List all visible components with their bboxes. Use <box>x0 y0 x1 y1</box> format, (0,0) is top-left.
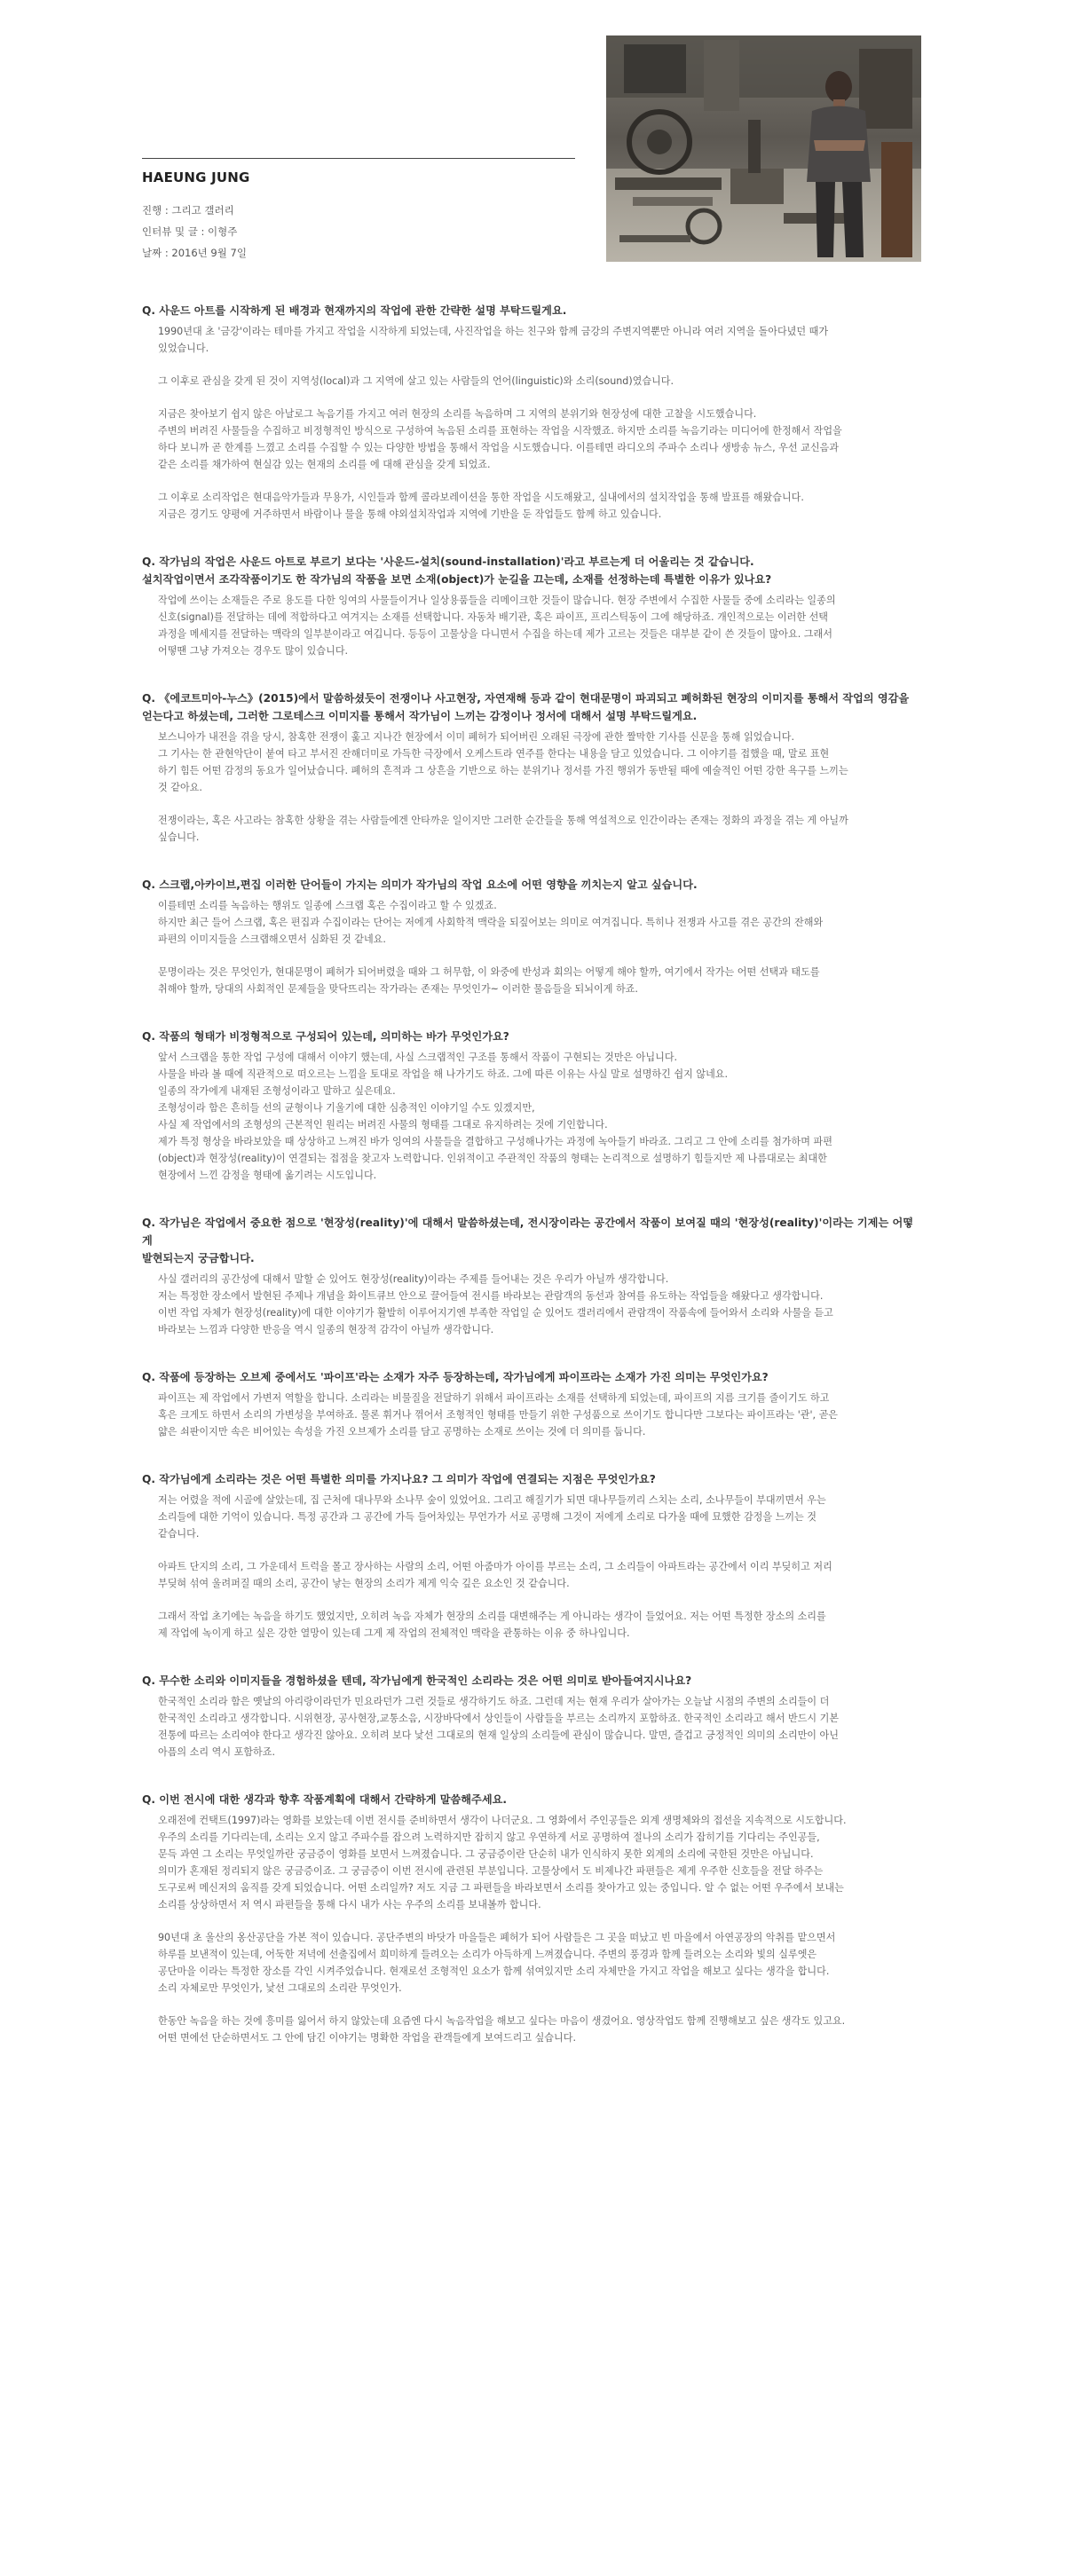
answer-paragraph <box>158 1929 923 1997</box>
answer-text <box>158 592 923 659</box>
answer-line: 어떤 면에선 단순하면서도 그 안에 담긴 이야기는 명확한 작업을 관객들에게 보여드리고 싶습니다. <box>158 2032 576 2044</box>
answer-line: 저는 특정한 장소에서 발현된 주제나 개념을 화이트큐브 안으로 끌어들여 전시를 바라보는 관람객의 동선과 참여를 유도하는 작업들을 해왔다고 생각합니다. <box>158 1290 824 1302</box>
answer-paragraph <box>158 812 923 846</box>
answer-paragraph <box>158 323 923 357</box>
answer-line: (object)과 현장성(reality)이 연결되는 접점을 찾고자 노력합니다. 인위적이고 주관적인 작품의 형태는 논리적으로 설명하기 힘들지만 제 나름대로는 최대한 <box>158 1153 827 1164</box>
answer-line: 아픔의 소리 역시 포함하죠. <box>158 1746 275 1758</box>
answer-text <box>158 729 923 846</box>
question-line: Q. 사운드 아트를 시작하게 된 배경과 현재까지의 작업에 관한 간략한 설명 부탁드릴게요. <box>142 304 567 317</box>
answer-line: 파편의 이미지들을 스크랩해오면서 심화된 것 같네요. <box>158 934 386 945</box>
answer-paragraph <box>158 1049 923 1184</box>
answer-paragraph <box>158 2013 923 2046</box>
meta-host: 진행 : 그리고 갤러리 <box>142 204 234 217</box>
answer-paragraph <box>158 406 923 473</box>
question-line: 얻는다고 하셨는데, 그러한 그로테스크 이미지를 통해서 작가님이 느끼는 감정이나 정서에 대해서 설명 부탁드릴게요. <box>142 710 698 722</box>
qa-block <box>142 1791 923 2046</box>
answer-line: 같습니다. <box>158 1528 200 1540</box>
answer-line: 있었습니다. <box>158 343 209 354</box>
answer-line: 작업에 쓰이는 소재들은 주로 용도를 다한 잉여의 사물들이거나 일상용품들을 리메이크한 것들이 많습니다. 현장 주변에서 수집한 사물들 중에 소리라는 일종의 <box>158 595 836 606</box>
question-heading <box>142 1791 923 1808</box>
answer-line: 것 같아요. <box>158 782 202 793</box>
answer-line: 그 이후로 관심을 갖게 된 것이 지역성(local)과 그 지역에 살고 있는 사람들의 언어(linguistic)와 소리(sound)였습니다. <box>158 375 674 387</box>
answer-line: 얇은 쇠판이지만 속은 비어있는 속성을 가진 오브제가 소리를 담고 공명하는 소재로 쓰이는 것에 더 의미를 둡니다. <box>158 1426 646 1438</box>
answer-line: 제 작업에 녹이게 하고 싶은 강한 열망이 있는데 그게 제 작업의 전체적인 맥락을 관통하는 이유 중 하나입니다. <box>158 1627 630 1639</box>
answer-line: 제가 특정 형상을 바라보았을 때 상상하고 느껴진 바가 잉여의 사물들을 결합하고 구성해나가는 과정에 녹아들기 바라죠. 그리고 그 안에 소리를 첨가하며 파편 <box>158 1136 832 1147</box>
answer-line: 주변의 버려진 사물들을 수집하고 비정형적인 방식으로 구성하여 녹음된 소리를 표현하는 작업을 시작했죠. 하지만 소리를 녹음기라는 미디어에 한정해서 작업을 <box>158 425 842 437</box>
question-heading <box>142 1470 923 1488</box>
header-divider <box>142 158 575 159</box>
answer-line: 의미가 혼재된 정리되지 않은 궁금증이죠. 그 궁금증이 이번 전시에 관련된 부분입니다. 고물상에서 도 비제나간 파편들은 제게 우주한 신호들을 전달 하주는 <box>158 1865 824 1877</box>
answer-line: 도구로써 메신저의 움직를 갖게 되었습니다. 어떤 소리일까? 저도 지금 그 파편들을 바라보면서 소리를 찾아가고 있는 중입니다. 알 수 없는 어떤 우주에서 보내는 <box>158 1882 844 1894</box>
question-heading <box>142 876 923 894</box>
answer-paragraph <box>158 964 923 997</box>
question-line: Q. 작품에 등장하는 오브제 중에서도 '파이프'라는 소재가 자주 등장하는데, 작가님에게 파이프라는 소재가 가진 의미는 무엇인가요? <box>142 1371 769 1383</box>
answer-line: 소리를 상상하면서 저 역시 파편들을 통해 다시 내가 사는 우주의 소리를 보내볼까 합니다. <box>158 1899 541 1910</box>
question-line: Q. 《에코트미아-누스》(2015)에서 말씀하셨듯이 전쟁이나 사고현장, 자연재해 등과 같이 현대문명이 파괴되고 폐허화된 현장의 이미지를 통해서 작업의 영감을 <box>142 692 910 705</box>
answer-line: 사실 제 작업에서의 조형성의 근본적인 원리는 버려진 사물의 형태를 그대로 유지하려는 것에 기인합니다. <box>158 1119 608 1130</box>
answer-text <box>158 1812 923 2046</box>
qa-block <box>142 1470 923 1642</box>
answer-paragraph <box>158 1271 923 1338</box>
answer-line: 보스니아가 내전을 겪을 당시, 참혹한 전쟁이 훑고 지나간 현장에서 이미 폐허가 되어버린 오래된 극장에 관한 짤막한 기사를 신문을 통해 읽었습니다. <box>158 731 795 743</box>
qa-block <box>142 689 923 846</box>
answer-text <box>158 1492 923 1642</box>
answer-line: 사실 갤러리의 공간성에 대해서 말할 순 있어도 현장성(reality)이라는 주제를 들어내는 것은 우리가 아닐까 생각합니다. <box>158 1273 669 1285</box>
answer-line: 그 이후로 소리작업은 현대음악가들과 무용가, 시인들과 함께 콜라보레이션을 통한 작업을 시도해왔고, 실내에서의 설치작업을 통해 발표를 해왔습니다. <box>158 492 804 503</box>
question-line: Q. 무수한 소리와 이미지들을 경험하셨을 텐데, 작가님에게 한국적인 소리라는 것은 어떤 의미로 받아들여지시나요? <box>142 1674 692 1687</box>
answer-line: 전쟁이라는, 혹은 사고라는 참혹한 상황을 겪는 사람들에겐 안타까운 일이지만 그러한 순간들을 통해 역설적으로 인간이라는 존재는 정화의 과정을 겪는 게 아닐까 <box>158 815 848 826</box>
answer-line: 바라보는 느낌과 다양한 반응을 역시 일종의 현장적 감각이 아닐까 생각합니다. <box>158 1324 494 1335</box>
question-heading <box>142 302 923 319</box>
answer-text <box>158 1049 923 1184</box>
answer-paragraph <box>158 373 923 390</box>
answer-line: 한국적인 소리라고 생각합니다. 시위현장, 공사현장,교통소음, 시장바닥에서 상인들이 사람들을 부르는 소리까지 포함하죠. 한국적인 소리라고 해서 반드시 기본 <box>158 1713 840 1724</box>
answer-paragraph <box>158 489 923 523</box>
answer-paragraph <box>158 1558 923 1592</box>
question-line: Q. 작가님의 작업은 사운드 아트로 부르기 보다는 '사운드-설치(sound-installation)'라고 부르는게 더 어울리는 것 같습니다. <box>142 555 754 568</box>
answer-line: 오래전에 컨택트(1997)라는 영화를 보았는데 이번 전시를 준비하면서 생각이 나더군요. 그 영화에서 주인공들은 외계 생명체와의 접선을 지속적으로 시도합니다. <box>158 1815 847 1826</box>
answer-line: 이번 작업 자체가 현장성(reality)에 대한 이야기가 활발히 이루어지기엔 부족한 작업일 순 있어도 갤러리에서 관람객이 작품속에 들어와서 소리와 사물을 듣고 <box>158 1307 833 1319</box>
answer-line: 부딪혀 섞여 울려퍼질 때의 소리, 공간이 낳는 현장의 소리가 제게 익숙 깊은 요소인 것 같습니다. <box>158 1578 570 1589</box>
answer-text <box>158 897 923 997</box>
answer-line: 싶습니다. <box>158 831 200 843</box>
answer-line: 과정을 메세지를 전달하는 맥락의 일부분이라고 여깁니다. 등등이 고물상을 다니면서 수집을 하는데 제가 고르는 것들은 대부분 같이 쓴 것들이 많아요. 그래서 <box>158 628 832 640</box>
interview-body <box>142 302 923 2076</box>
answer-line: 하다 보니까 곧 한계를 느꼈고 소리를 수집할 수 있는 다양한 방법을 통해서 작업을 시도했습니다. 이를테면 라디오의 주파수 소리나 생방송 뉴스, 우선 교신음과 <box>158 442 839 453</box>
artist-photo <box>606 35 921 262</box>
qa-block <box>142 553 923 659</box>
answer-paragraph <box>158 1693 923 1761</box>
answer-paragraph <box>158 897 923 948</box>
answer-line: 사물을 바라 볼 때에 직관적으로 떠오르는 느낌을 토대로 작업을 해 나가기도 하죠. 그에 따른 이유는 사실 말로 설명하긴 쉽지 않네요. <box>158 1068 729 1080</box>
question-line: 설치작업이면서 조각작품이기도 한 작가님의 작품을 보면 소재(object)가 눈길을 끄는데, 소재를 선정하는데 특별한 이유가 있나요? <box>142 573 772 586</box>
answer-paragraph <box>158 1812 923 1913</box>
answer-line: 한국적인 소리라 함은 옛날의 아리랑이라던가 민요라던가 그런 것들로 생각하기도 하죠. 그런데 저는 현재 우리가 살아가는 오늘날 시점의 주변의 소리들이 더 <box>158 1696 830 1707</box>
question-line: Q. 스크랩,아카이브,편집 이러한 단어들이 가지는 의미가 작가님의 작업 요소에 어떤 영향을 끼치는지 알고 싶습니다. <box>142 878 698 891</box>
answer-line: 파이프는 제 작업에서 가변저 역할을 합니다. 소리라는 비물질을 전달하기 위해서 파이프라는 소재를 선택하게 되었는데, 파이프의 지름 크기를 줄이기도 하고 <box>158 1392 830 1404</box>
answer-line: 그래서 작업 초기에는 녹음을 하기도 했었지만, 오히려 녹음 자체가 현장의 소리를 대변해주는 게 아니라는 생각이 들었어요. 저는 어떤 특정한 장소의 소리를 <box>158 1611 826 1622</box>
answer-line: 90년대 초 울산의 옹산공단을 가본 적이 있습니다. 공단주변의 바닷가 마을들은 폐허가 되어 사람들은 그 곳을 떠났고 빈 마을에서 아연공장의 악취를 맡으면서 <box>158 1932 836 1943</box>
question-heading <box>142 1672 923 1690</box>
answer-line: 어떻땐 그냥 가져오는 경우도 많이 있습니다. <box>158 645 349 657</box>
question-line: Q. 작가님은 작업에서 중요한 점으로 '현장성(reality)'에 대해서 말씀하셨는데, 전시장이라는 공간에서 작품이 보여질 때의 '현장성(reality)'이라는 기제는 어떻게 <box>142 1217 914 1247</box>
answer-line: 일종의 작가에게 내재된 조형성이라고 말하고 싶은데요. <box>158 1085 396 1097</box>
answer-paragraph <box>158 729 923 796</box>
question-heading <box>142 689 923 725</box>
interview-meta <box>142 200 247 264</box>
answer-paragraph <box>158 1492 923 1542</box>
answer-line: 현장에서 느낀 감정을 형태에 옮기려는 시도입니다. <box>158 1170 377 1181</box>
meta-date: 날짜 : 2016년 9월 7일 <box>142 247 247 259</box>
answer-paragraph <box>158 1608 923 1642</box>
answer-line: 문명이라는 것은 무엇인가, 현대문명이 폐허가 되어버렸을 때와 그 허무함, 이 와중에 반성과 회의는 어떻게 해야 할까, 여기에서 작가는 어떤 선택과 태도를 <box>158 966 820 978</box>
answer-line: 취해야 할까, 당대의 사회적인 문제들을 맞닥뜨리는 작가라는 존재는 무엇인가~ 이러한 물음들을 되뇌이게 하죠. <box>158 983 638 995</box>
answer-line: 신호(signal)를 전달하는 데에 적합하다고 여겨지는 소재를 선택합니다. 자동차 배기관, 혹은 파이프, 프리스틱동이 그에 해당하죠. 개인적으로는 이러한 선택 <box>158 611 828 623</box>
artist-name: HAEUNG JUNG <box>142 169 250 185</box>
answer-line: 저는 어렸을 적에 시골에 살았는데, 집 근처에 대나무와 소나무 숲이 있었어요. 그리고 해질기가 되면 대나무들끼리 스치는 소리, 소나무들이 부대끼면서 우는 <box>158 1494 826 1506</box>
answer-line: 문득 과연 그 소리는 무엇일까란 궁금증이 영화를 보면서 느껴졌습니다. 그 궁금증이란 단순히 내가 인식하지 못한 외계의 소리에 국한된 것만은 아닙니다. <box>158 1848 814 1860</box>
answer-paragraph <box>158 1390 923 1440</box>
answer-line: 소리 자체로만 무엇인가, 낯선 그대로의 소리란 무엇인가. <box>158 1982 402 1994</box>
answer-text <box>158 323 923 523</box>
answer-text <box>158 1271 923 1338</box>
answer-line: 지금은 찾아보기 쉽지 않은 아날로그 녹음기를 가지고 여러 현장의 소리를 녹음하며 그 지역의 분위기와 현장성에 대한 고찰을 시도했습니다. <box>158 408 757 420</box>
answer-line: 한동안 녹음을 하는 것에 흥미를 잃어서 하지 않았는데 요즘엔 다시 녹음작업을 해보고 싶다는 마음이 생겼어요. 영상작업도 함께 진행해보고 싶은 생각도 있고요. <box>158 2015 846 2027</box>
qa-block <box>142 1214 923 1338</box>
answer-line: 혹은 크게도 하면서 소리의 가변성을 부여하죠. 물론 휘거나 꺾어서 조형적인 형태를 만들기 위한 구성품으로 쓰이기도 합니다만 그보다는 파이프라는 '관', 곧은 <box>158 1409 839 1421</box>
answer-line: 하지만 최근 들어 스크랩, 혹은 편집과 수집이라는 단어는 저에게 사회학적 맥락을 되짚어보는 의미로 여겨집니다. 특히나 전쟁과 사고를 겪은 공간의 잔해와 <box>158 917 824 928</box>
answer-line: 하기 힘든 어떤 감정의 동요가 일어났습니다. 폐허의 흔적과 그 상흔을 기반으로 하는 분위기나 정서를 가진 행위가 동반될 때에 예술적인 어떤 강한 욕구를 느끼는 <box>158 765 848 776</box>
answer-line: 같은 소리를 채가하여 현실감 있는 현재의 소리를 에 대해 관심을 갖게 되었죠. <box>158 459 491 470</box>
answer-paragraph <box>158 592 923 659</box>
studio-photo-illustration <box>606 35 921 262</box>
answer-line: 그 기사는 한 관현악단이 붙여 타고 부서진 잔해더미로 가득한 극장에서 오케스트라 연주를 한다는 내용을 담고 있었습니다. 그 이야기를 접했을 때, 말로 표현 <box>158 748 830 760</box>
question-heading <box>142 553 923 588</box>
question-line: Q. 작품의 형태가 비정형적으로 구성되어 있는데, 의미하는 바가 무엇인가요? <box>142 1030 509 1043</box>
meta-writer: 인터뷰 및 글 : 이형주 <box>142 225 238 238</box>
answer-line: 이를테면 소리를 녹음하는 행위도 일종에 스크랩 혹은 수집이라고 할 수 있겠죠. <box>158 900 497 911</box>
question-line: 발현되는지 궁금합니다. <box>142 1252 255 1264</box>
question-line: Q. 이번 전시에 대한 생각과 향후 작품계획에 대해서 간략하게 말씀해주세요. <box>142 1793 508 1806</box>
answer-line: 앞서 스크랩을 통한 작업 구성에 대해서 이야기 했는데, 사실 스크랩적인 구조를 통해서 작품이 구현되는 것만은 아닙니다. <box>158 1052 678 1063</box>
question-heading <box>142 1028 923 1045</box>
question-heading <box>142 1368 923 1386</box>
qa-block <box>142 876 923 997</box>
question-line: Q. 작가님에게 소리라는 것은 어떤 특별한 의미를 가지나요? 그 의미가 작업에 연결되는 지점은 무엇인가요? <box>142 1473 656 1485</box>
qa-block <box>142 302 923 523</box>
qa-block <box>142 1368 923 1440</box>
answer-line: 우주의 소리를 기다리는데, 소리는 오지 않고 주파수를 잡으려 노력하지만 잡히지 않고 우연하게 서로 공명하여 절나의 소리가 잡히기를 기다리는 주인공들, <box>158 1832 820 1843</box>
answer-line: 하루를 보낸적이 있는데, 어둑한 저녁에 선출집에서 희미하게 들려오는 소리가 아득하게 느껴졌습니다. 주변의 풍경과 함께 들려오는 소리와 빛의 실루엣은 <box>158 1949 817 1960</box>
answer-line: 아파트 단지의 소리, 그 가운데서 트럭을 몰고 장사하는 사람의 소리, 어떤 아줌마가 아이를 부르는 소리, 그 소리들이 아파트라는 공간에서 이리 부딪히고 저리 <box>158 1561 832 1572</box>
answer-text <box>158 1390 923 1440</box>
answer-line: 조형성이라 함은 흔히들 선의 균형이나 기울기에 대한 심층적인 이야기일 수도 있겠지만, <box>158 1102 535 1114</box>
answer-line: 소리들에 대한 기억이 있습니다. 특정 공간과 그 공간에 가득 들어차있는 무언가가 서로 공명해 그것이 저에게 소리로 다가올 때에 묘했한 감정을 느끼는 것 <box>158 1511 817 1523</box>
answer-line: 공단마을 이라는 특정한 장소를 각인 시켜주었습니다. 현재로선 조형적인 요소가 함께 섞여있지만 소리 자체만을 가지고 작업을 해보고 싶다는 생각을 합니다. <box>158 1965 830 1977</box>
answer-line: 지금은 경기도 양평에 거주하면서 바람이나 물을 통해 야외설치작업과 지역에 기반을 둔 작업들도 함께 하고 있습니다. <box>158 508 662 520</box>
answer-line: 1990년대 초 '금강'이라는 테마를 가지고 작업을 시작하게 되었는데, 사진작업을 하는 친구와 함께 금강의 주변지역뿐만 아니라 여러 지역을 돌아다녔던 때가 <box>158 326 829 337</box>
question-heading <box>142 1214 923 1267</box>
answer-text <box>158 1693 923 1761</box>
answer-line: 전통에 따르는 소리여야 한다고 생각진 않아요. 오히려 보다 낯선 그대로의 현재 일상의 소리들에 관심이 많습니다. 말면, 즐겁고 긍정적인 의미의 소리만이 아닌 <box>158 1729 839 1741</box>
interview-header <box>0 0 1065 293</box>
qa-block <box>142 1672 923 1761</box>
qa-block <box>142 1028 923 1184</box>
